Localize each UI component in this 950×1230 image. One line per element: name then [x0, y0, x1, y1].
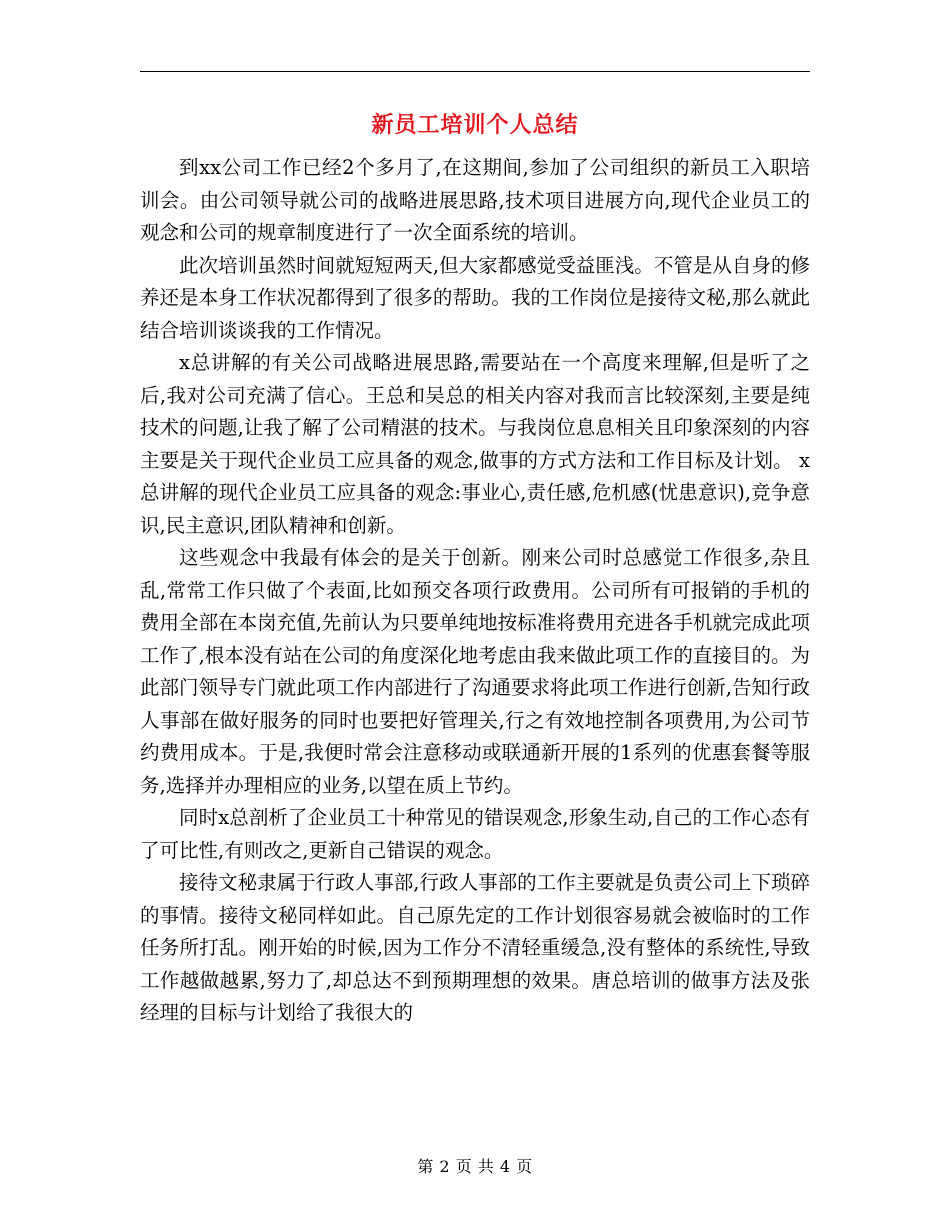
paragraph-4: 这些观念中我最有体会的是关于创新。刚来公司时总感觉工作很多,杂且乱,常常工作只做了个表面,比如预交各项行政费用。公司所有可报销的手机的费用全部在本岗充值,先前认为只要单纯地按标准将费用充进各手机就完成此项工作了,根本没有站在公司的角度深化地考虑由我来做此项工作的直接目的。为此部门领导专门就此项工作内部进行了沟通要求将此项工作进行创新,告知行政人事部在做好服务的同时也要把好管理关,行之有效地控制各项费用,为公司节约费用成本。于是,我便时常会注意移动或联通新开展的1系列的优惠套餐等服务,选择并办理相应的业务,以望在质上节约。: [140, 546, 810, 797]
document-body: [140, 152, 810, 1030]
paragraph-5: 同时x总剖析了企业员工十种常见的错误观念,形象生动,自己的工作心态有了可比性,有则改之,更新自己错误的观念。: [140, 806, 810, 862]
paragraph-3: x总讲解的有关公司战略进展思路,需要站在一个高度来理解,但是听了之后,我对公司充满了信心。王总和吴总的相关内容对我而言比较深刻,主要是纯技术的问题,让我了解了公司精湛的技术。与我岗位息息相关且印象深刻的内容主要是关于现代企业员工应具备的观念,做事的方式方法和工作目标及计划。 x总讲解的现代企业员工应具备的观念:事业心,责任感,危机感(忧患意识),竞争意识,民主意识,团队精神和创新。: [140, 351, 810, 537]
paragraph-2: 此次培训虽然时间就短短两天,但大家都感觉受益匪浅。不管是从自身的修养还是本身工作状况都得到了很多的帮助。我的工作岗位是接待文秘,那么就此结合培训谈谈我的工作情况。: [140, 253, 810, 342]
header-rule: [140, 71, 810, 72]
page-number-footer: 第 2 页 共 4 页: [417, 1157, 533, 1176]
document-title: 新员工培训个人总结: [371, 112, 579, 138]
paragraph-6: 接待文秘隶属于行政人事部,行政人事部的工作主要就是负责公司上下琐碎的事情。接待文秘同样如此。自己原先定的工作计划很容易就会被临时的工作任务所打乱。刚开始的时候,因为工作分不清轻重缓急,没有整体的系统性,导致工作越做越累,努力了,却总达不到预期理想的效果。唐总培训的做事方法及张经理的目标与计划给了我很大的: [140, 871, 810, 1024]
paragraph-1: 到xx公司工作已经2个多月了,在这期间,参加了公司组织的新员工入职培训会。由公司领导就公司的战略进展思路,技术项目进展方向,现代企业员工的观念和公司的规章制度进行了一次全面系统的培训。: [140, 156, 810, 244]
